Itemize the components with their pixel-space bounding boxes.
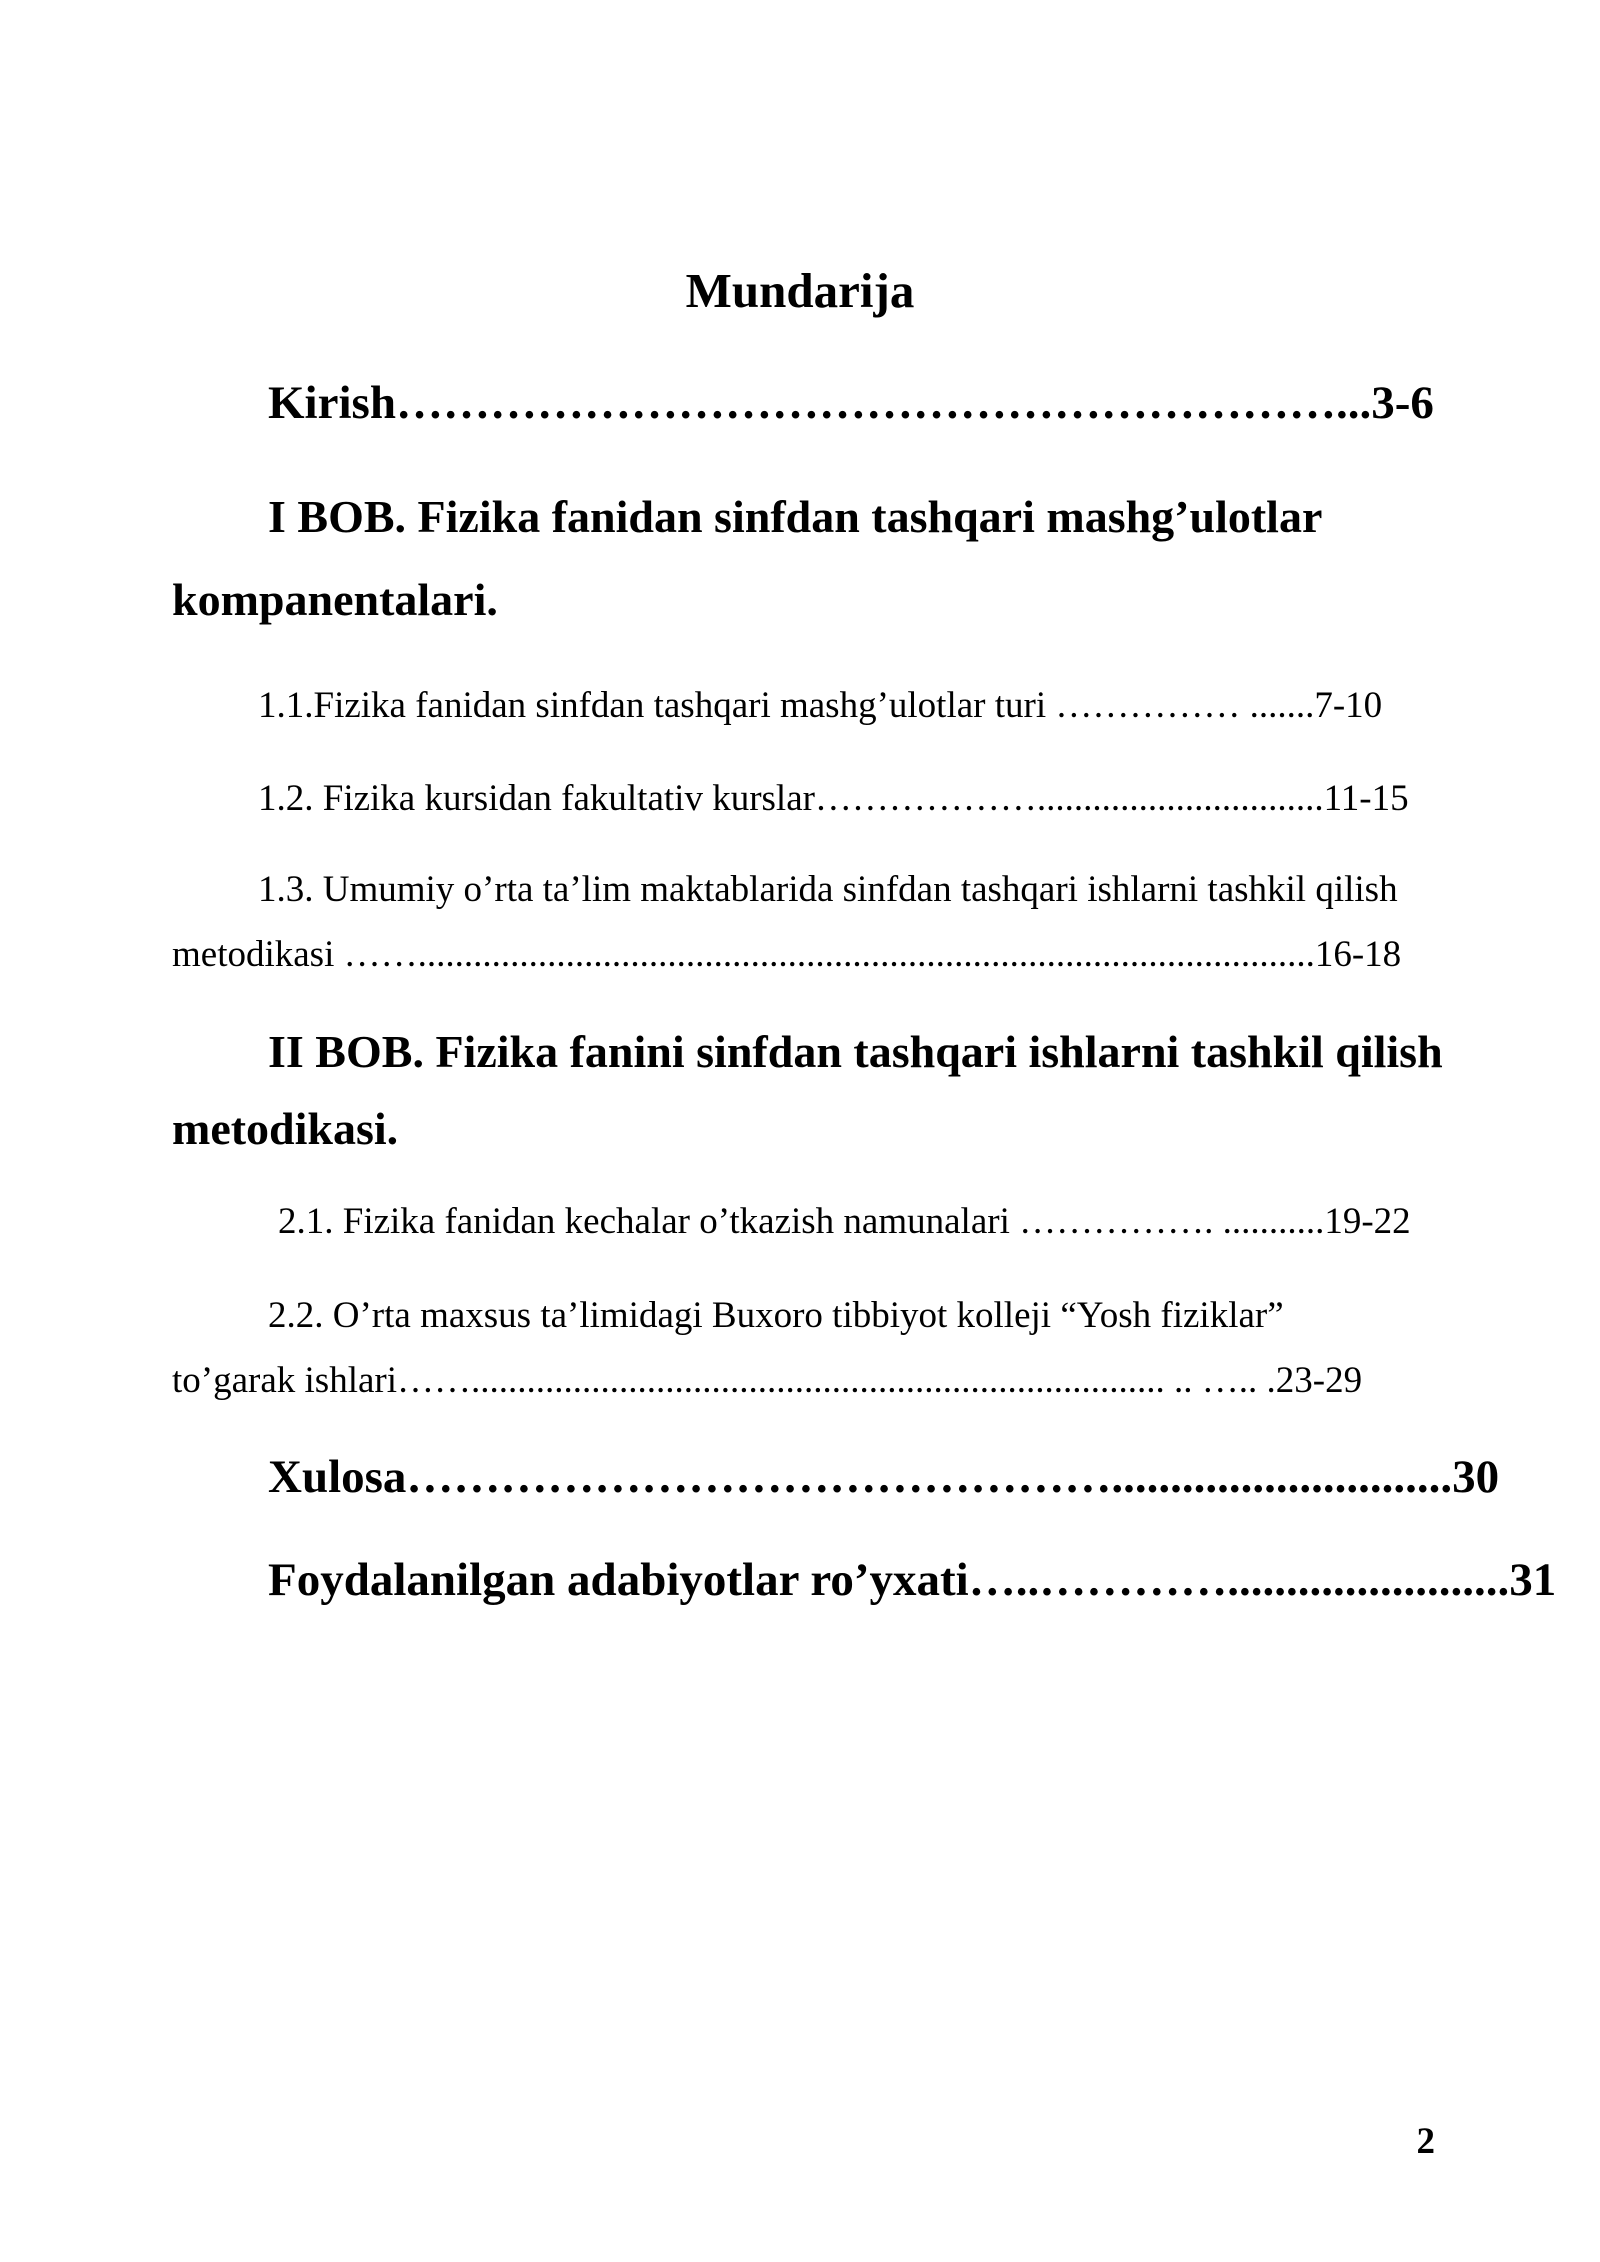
toc-entry-2-1: 2.1. Fizika fanidan kechalar o’tkazish namunalari ……………. ...........19-22 <box>278 1201 1411 1242</box>
toc-entry-xulosa: Xulosa……………………………………….............................30 <box>268 1451 1500 1503</box>
toc-entry-2-2: 2.2. O’rta maxsus ta’limidagi Buxoro tibbiyot kolleji “Yosh fiziklar” <box>268 1295 1284 1336</box>
toc-entry-adabiyotlar: Foydalanilgan adabiyotlar ro’yxati…..…………........................31 <box>268 1554 1557 1606</box>
toc-entry-1-3-cont: metodikasi …….................................................................................................16-18 <box>172 934 1402 975</box>
page-number: 2 <box>1416 2121 1435 2162</box>
toc-entry-1-3: 1.3. Umumiy o’rta ta’lim maktablarida sinfdan tashqari ishlarni tashkil qilish <box>258 869 1398 910</box>
toc-chapter-1-heading: I BOB. Fizika fanidan sinfdan tashqari mashg’ulotlar <box>268 491 1323 542</box>
toc-entry-2-2-cont: to’garak ishlari……........................................................................... .. ….. .23-29 <box>172 1360 1363 1401</box>
page-title: Mundarija <box>685 263 915 318</box>
toc-chapter-1-heading-cont: kompanentalari. <box>172 574 498 625</box>
toc-entry-kirish: Kirish……………………………………………………...3-6 <box>268 377 1434 429</box>
toc-entry-1-1: 1.1.Fizika fanidan sinfdan tashqari mashg’ulotlar turi …………… .......7-10 <box>258 685 1383 726</box>
toc-entry-1-2: 1.2. Fizika kursidan fakultativ kurslar………………...............................11-15 <box>258 778 1409 819</box>
toc-chapter-2-heading-cont: metodikasi. <box>172 1103 399 1154</box>
toc-chapter-2-heading: II BOB. Fizika fanini sinfdan tashqari ishlarni tashkil qilish <box>268 1026 1443 1077</box>
